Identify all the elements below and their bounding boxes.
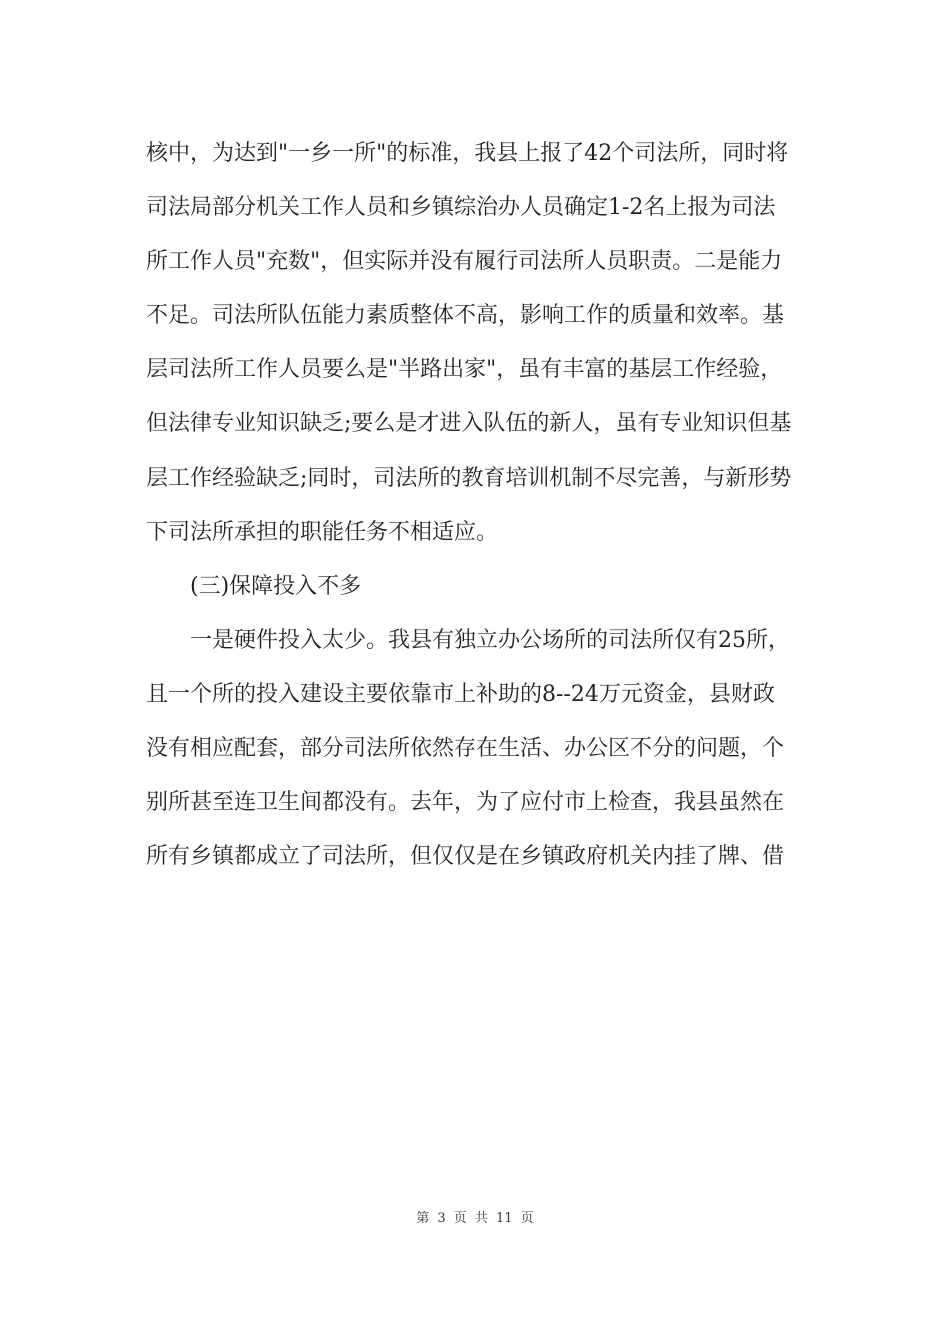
text-line: 司法局部分机关工作人员和乡镇综治办人员确定1-2名上报为司法	[146, 195, 776, 221]
text-line: 且一个所的投入建设主要依靠市上补助的8--24万元资金，县财政	[146, 681, 775, 707]
section-heading: (三)保障投入不多	[190, 573, 362, 599]
text-line: 层工作经验缺乏;同时，司法所的教育培训机制不尽完善，与新形势	[146, 465, 792, 491]
page-number-footer: 第 3 页 共 11 页	[416, 1211, 534, 1226]
text-line: 不足。司法所队伍能力素质整体不高，影响工作的质量和效率。基	[146, 303, 785, 329]
text-line: 没有相应配套，部分司法所依然存在生活、办公区不分的问题，个	[146, 736, 785, 762]
text-line: 下司法所承担的职能任务不相适应。	[146, 519, 499, 545]
text-line: 一是硬件投入太少。我县有独立办公场所的司法所仅有25所，	[190, 627, 790, 653]
text-line: 但法律专业知识缺乏;要么是才进入队伍的新人，虽有专业知识但基	[146, 411, 792, 437]
body-text	[146, 134, 806, 891]
text-line: 核中，为达到"一乡一所"的标准，我县上报了42个司法所，同时将	[146, 141, 789, 166]
text-line: 别所甚至连卫生间都没有。去年，为了应付市上检查，我县虽然在	[146, 790, 785, 816]
text-line: 所有乡镇都成立了司法所，但仅仅是在乡镇政府机关内挂了牌、借	[146, 844, 785, 870]
text-line: 所工作人员"充数"，但实际并没有履行司法所人员职责。二是能力	[146, 249, 783, 275]
text-line: 层司法所工作人员要么是"半路出家"，虽有丰富的基层工作经验，	[146, 357, 783, 383]
